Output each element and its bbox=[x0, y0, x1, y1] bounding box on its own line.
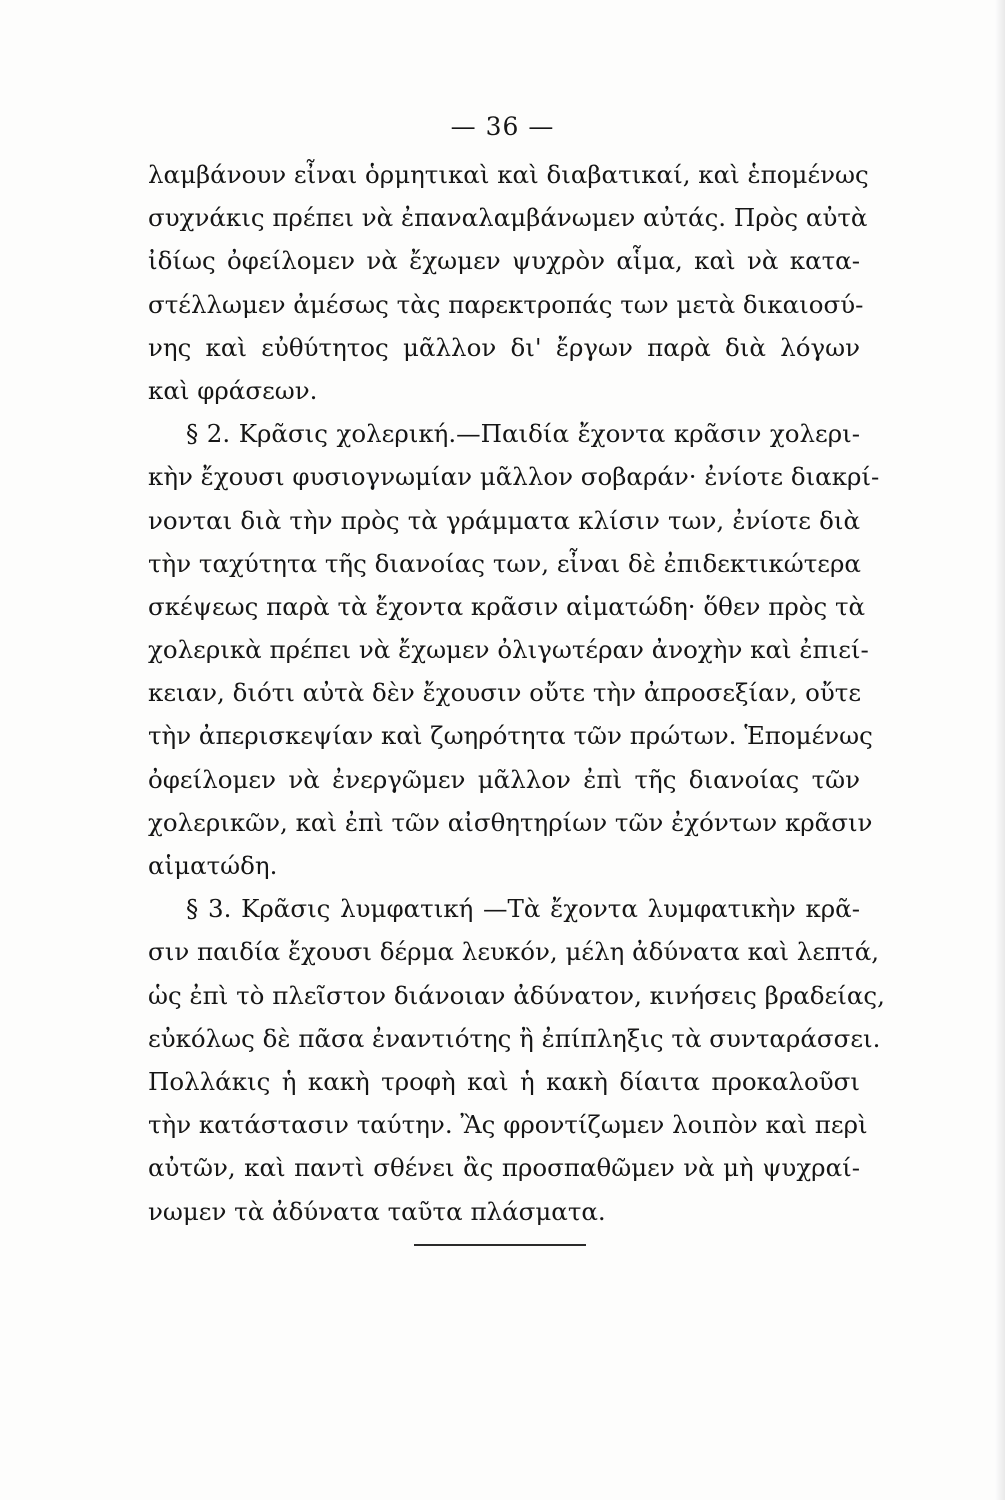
section-heading-line: § 2. Κρᾶσις χολερική.—Παιδία ἔχοντα κρᾶσιν χολερι- bbox=[186, 419, 860, 449]
text-line: σιν παιδία ἔχουσι δέρμα λευκόν, μέλη ἀδύνατα καὶ λεπτά, bbox=[148, 937, 880, 967]
text-line: τὴν ἀπερισκεψίαν καὶ ζωηρότητα τῶν πρώτων. Ἑπομένως bbox=[148, 721, 873, 751]
text-line: λαμβάνουν εἶναι ὁρμητικαὶ καὶ διαβατικαί, καὶ ἑπομένως bbox=[148, 160, 869, 189]
page-number: — 36 — bbox=[450, 112, 555, 141]
text-line: χολερικῶν, καὶ ἐπὶ τῶν αἰσθητηρίων τῶν ἐχόντων κρᾶσιν bbox=[148, 807, 873, 837]
section-heading-line: § 3. Κρᾶσις λυμφατική —Τὰ ἔχοντα λυμφατικὴν κρᾶ- bbox=[186, 894, 860, 924]
text-line: αὐτῶν, καὶ παντὶ σθένει ἂς προσπαθῶμεν νὰ μὴ ψυχραί- bbox=[148, 1153, 860, 1183]
text-line: νης καὶ εὐθύτητος μᾶλλον δι' ἔργων παρὰ διὰ λόγων bbox=[148, 332, 860, 362]
text-line: τὴν κατάστασιν ταύτην. Ἂς φροντίζωμεν λοιπὸν καὶ περὶ bbox=[148, 1110, 868, 1140]
text-line: χολερικὰ πρέπει νὰ ἔχωμεν ὀλιγωτέραν ἀνοχὴν καὶ ἐπιεί- bbox=[148, 635, 869, 665]
text-line: σκέψεως παρὰ τὰ ἔχοντα κρᾶσιν αἱματώδη· ὅθεν πρὸς τὰ bbox=[148, 591, 866, 621]
text-line: αἱματώδη. bbox=[148, 851, 278, 880]
end-rule-divider bbox=[414, 1244, 586, 1246]
text-line: ὀφείλομεν νὰ ἐνεργῶμεν μᾶλλον ἐπὶ τῆς διανοίας τῶν bbox=[148, 764, 860, 794]
text-line: νωμεν τὰ ἀδύνατα ταῦτα πλάσματα. bbox=[148, 1196, 606, 1226]
text-line: ὡς ἐπὶ τὸ πλεῖστον διάνοιαν ἀδύνατον, κινήσεις βραδείας, bbox=[148, 980, 885, 1010]
text-line: συχνάκις πρέπει νὰ ἐπαναλαμβάνωμεν αὐτάς. Πρὸς αὐτὰ bbox=[148, 203, 868, 233]
body-text bbox=[148, 153, 885, 1233]
text-line: κειαν, διότι αὐτὰ δὲν ἔχουσιν οὔτε τὴν ἀπροσεξίαν, οὔτε bbox=[148, 678, 862, 708]
text-line: τὴν ταχύτητα τῆς διανοίας των, εἶναι δὲ ἐπιδεκτικώτερα bbox=[148, 548, 861, 578]
text-line: εὐκόλως δὲ πᾶσα ἐναντιότης ἢ ἐπίπληξις τὰ συνταράσσει. bbox=[148, 1023, 881, 1053]
text-line: κὴν ἔχουσι φυσιογνωμίαν μᾶλλον σοβαράν· ἐνίοτε διακρί- bbox=[148, 462, 880, 492]
text-line: στέλλωμεν ἀμέσως τὰς παρεκτροπάς των μετὰ δικαιοσύ- bbox=[148, 289, 864, 319]
text-line: καὶ φράσεων. bbox=[148, 375, 318, 405]
text-line: ἰδίως ὀφείλομεν νὰ ἔχωμεν ψυχρὸν αἷμα, καὶ νὰ κατα- bbox=[148, 246, 860, 276]
scan-edge-shadow bbox=[995, 0, 1005, 1500]
text-line: Πολλάκις ἡ κακὴ τροφὴ καὶ ἡ κακὴ δίαιτα προκαλοῦσι bbox=[148, 1066, 860, 1096]
text-line: νονται διὰ τὴν πρὸς τὰ γράμματα κλίσιν των, ἐνίοτε διὰ bbox=[148, 505, 860, 535]
